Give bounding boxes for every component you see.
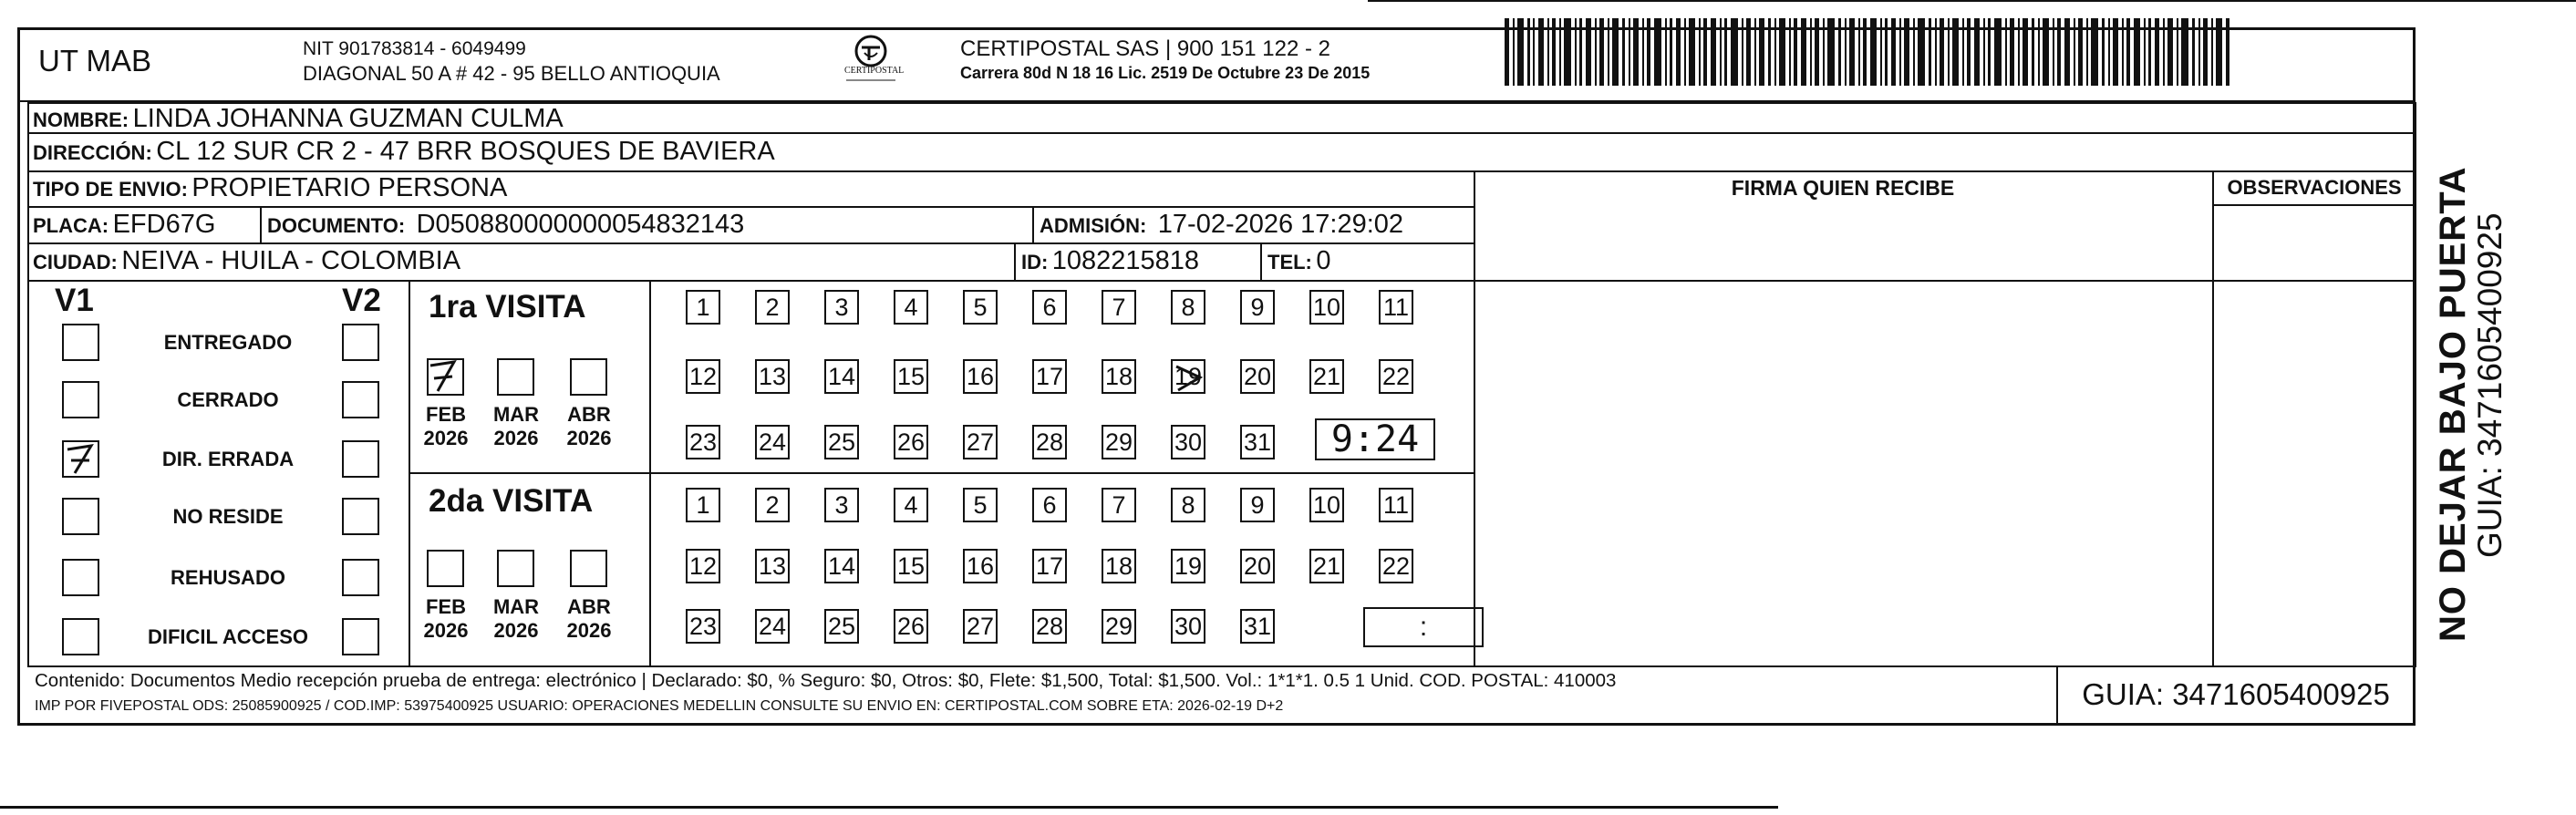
day-cell[interactable]: 11 [1379,290,1413,325]
v2-entregado-checkbox[interactable] [342,324,379,361]
v2-dir-errada-checkbox[interactable] [342,440,379,478]
visit-1-month-abr [561,403,617,450]
day-cell[interactable]: 26 [894,425,928,459]
day-cell[interactable]: 29 [1102,425,1136,459]
day-cell[interactable]: 7 [1102,290,1136,325]
day-cell[interactable]: 15 [894,359,928,394]
tel-field [1267,246,1330,276]
day-cell[interactable]: 25 [824,609,859,644]
top-cut-line [1368,0,2576,2]
day-cell[interactable]: 7 [1102,488,1136,522]
document-value: D050880000000054832143 [416,210,745,239]
city-value: NEIVA - HUILA - COLOMBIA [121,246,461,275]
month-year: 2026 [493,427,539,449]
day-cell[interactable]: 10 [1309,488,1344,522]
day-cell[interactable]: 23 [686,609,720,644]
col-line [260,206,262,243]
plate-value: EFD67G [112,210,216,239]
day-cell[interactable]: 6 [1032,488,1067,522]
v1-entregado-checkbox[interactable] [62,324,99,361]
day-cell[interactable]: 28 [1032,609,1067,644]
day-cell[interactable]: 9 [1240,488,1275,522]
month-name: ABR [567,595,611,618]
handwritten-mark-icon [427,358,463,395]
city-field [33,246,460,276]
day-cell[interactable]: 5 [963,290,998,325]
v1-label: V1 [55,283,94,318]
month-name: ABR [567,403,611,426]
name-row [33,104,564,134]
footer-guide-number: GUIA: 3471605400925 [2082,677,2390,711]
option-rehusado: REHUSADO [171,566,285,589]
visit-2-month-mar [488,595,544,643]
option-entregado: ENTREGADO [163,331,293,354]
admission-value: 17-02-2026 17:29:02 [1157,210,1404,239]
v2-no-reside-checkbox[interactable] [342,498,379,535]
visit-1-month-mar [488,403,544,450]
day-cell[interactable]: 14 [824,359,859,394]
day-cell[interactable]: 16 [963,549,998,583]
day-cell[interactable]: 13 [755,549,790,583]
type-value: PROPIETARIO PERSONA [191,173,508,202]
name-label: NOMBRE: [33,108,129,131]
id-label: ID: [1021,251,1049,273]
observations-area[interactable] [2216,206,2413,664]
company-name: CERTIPOSTAL SAS | 900 151 122 - 2 [960,36,1330,61]
v2-dificil-acceso-checkbox[interactable] [342,618,379,655]
day-cell[interactable]: 31 [1240,609,1275,644]
col-line [1032,206,1034,243]
visit-2-month-mar-checkbox[interactable] [497,550,534,587]
address-label: DIRECCIÓN: [33,141,152,164]
visit-1-month-feb [418,403,474,450]
day-cell[interactable]: 24 [755,609,790,644]
option-no-reside: NO RESIDE [172,505,284,528]
handwritten-check-icon [62,440,98,477]
city-label: CIUDAD: [33,251,118,273]
handwritten-mark-icon [1173,361,1205,394]
day-cell[interactable]: 12 [686,549,720,583]
id-value: 1082215818 [1051,246,1200,275]
v2-label: V2 [342,283,381,318]
type-row [33,173,507,203]
visit-1-time[interactable]: 9:24 [1315,418,1435,460]
v1-no-reside-checkbox[interactable] [62,498,99,535]
day-cell-marked[interactable] [1171,359,1205,394]
visit-2-title: 2da VISITA [429,483,594,519]
day-cell[interactable]: 8 [1171,290,1205,325]
row-line [27,170,2416,172]
v1-dificil-acceso-checkbox[interactable] [62,618,99,655]
certipostal-logo-icon [839,33,903,88]
day-cell[interactable]: 21 [1309,359,1344,394]
day-cell[interactable]: 30 [1171,425,1205,459]
day-cell[interactable]: 4 [894,290,928,325]
month-year: 2026 [566,427,612,449]
visit-2-time[interactable]: : [1363,607,1484,647]
day-cell[interactable]: 28 [1032,425,1067,459]
day-cell[interactable]: 11 [1379,488,1413,522]
month-year: 2026 [423,427,469,449]
type-label: TIPO DE ENVIO: [33,178,188,201]
sender-address: DIAGONAL 50 A # 42 - 95 BELLO ANTIOQUIA [303,62,720,85]
day-cell[interactable]: 31 [1240,425,1275,459]
visit-1-month-abr-checkbox[interactable] [570,358,607,396]
side-guide-text: GUIA: 3471605400925 [2471,212,2509,558]
document-label: DOCUMENTO: [267,214,406,237]
side-warning-text: NO DEJAR BAJO PUERTA [2433,166,2473,642]
day-cell[interactable]: 1 [686,488,720,522]
day-cell[interactable]: 9 [1240,290,1275,325]
visit-2-month-feb-checkbox[interactable] [427,550,464,587]
row-line [27,206,1474,208]
admission-label: ADMISIÓN: [1040,214,1147,237]
name-value: LINDA JOHANNA GUZMAN CULMA [132,104,564,133]
v1-cerrado-checkbox[interactable] [62,381,99,418]
sender-name: UT MAB [38,44,152,77]
month-year: 2026 [493,619,539,642]
signature-header: FIRMA QUIEN RECIBE [1731,176,1955,200]
barcode-image [1505,18,2234,86]
day-number: 19 [1174,363,1203,390]
company-address: Carrera 80d N 18 16 Lic. 2519 De Octubre 23 De 2015 [960,64,1371,82]
month-name: FEB [426,595,466,618]
option-dificil-acceso: DIFICIL ACCESO [147,625,308,648]
month-name: FEB [426,403,466,426]
row-line [27,665,2416,667]
certipostal-logo [839,33,903,88]
plate-field [33,210,215,240]
day-cell[interactable]: 6 [1032,290,1067,325]
frame-left-line [27,102,29,667]
visit-1-month-mar-checkbox[interactable] [497,358,534,396]
tel-value: 0 [1316,246,1331,275]
day-cell[interactable]: 21 [1309,549,1344,583]
day-cell[interactable]: 18 [1102,359,1136,394]
day-cell[interactable]: 22 [1379,359,1413,394]
visit-2-month-feb [418,595,474,643]
day-cell[interactable]: 4 [894,488,928,522]
day-cell[interactable]: 25 [824,425,859,459]
v1-dir-errada-checkbox[interactable] [62,440,99,478]
col-line [1260,242,1262,280]
day-cell[interactable]: 17 [1032,549,1067,583]
day-cell[interactable]: 29 [1102,609,1136,644]
sender-nit: NIT 901783814 - 6049499 [303,38,526,59]
day-cell[interactable]: 19 [1171,549,1205,583]
day-cell[interactable]: 3 [824,290,859,325]
day-cell[interactable]: 20 [1240,359,1275,394]
day-cell[interactable]: 14 [824,549,859,583]
v1-rehusado-checkbox[interactable] [62,559,99,596]
day-cell[interactable]: 16 [963,359,998,394]
row-line [409,472,1474,474]
v2-cerrado-checkbox[interactable] [342,381,379,418]
day-cell[interactable]: 18 [1102,549,1136,583]
month-year: 2026 [566,619,612,642]
month-name: MAR [492,403,540,426]
visit-2-month-abr [561,595,617,643]
option-cerrado: CERRADO [177,388,279,411]
address-row [33,137,775,167]
day-cell[interactable]: 17 [1032,359,1067,394]
day-cell[interactable]: 8 [1171,488,1205,522]
day-cell[interactable]: 27 [963,609,998,644]
logo-text: CERTIPOSTAL [844,66,905,76]
id-field [1021,246,1199,276]
bottom-cut-line [0,806,1778,809]
row-line [27,242,1474,244]
footer-print-line: IMP POR FIVEPOSTAL ODS: 25085900925 / COD.IMP: 53975400925 USUARIO: OPERACIONES MEDELLIN CONSULTE SU ENVIO EN: CERTIPOSTAL.COM SOBRE ETA: 2026-02-19 D+2 [35,698,1284,714]
month-year: 2026 [423,619,469,642]
day-cell[interactable]: 1 [686,290,720,325]
document-field [267,210,744,240]
day-cell[interactable]: 23 [686,425,720,459]
day-cell[interactable]: 10 [1309,290,1344,325]
day-cell[interactable]: 15 [894,549,928,583]
day-cell[interactable]: 20 [1240,549,1275,583]
footer-content-line: Contenido: Documentos Medio recepción prueba de entrega: electrónico | Declarado: $0, % Seguro: $0, Otros: $0, Flete: $1,500, Total: $1,500. Vol.: 1*1*1. 0.5 1 Unid. COD. POSTAL: 410003 [35,670,1617,691]
observations-header: OBSERVACIONES [2227,176,2402,199]
day-cell[interactable]: 2 [755,488,790,522]
option-dir-errada: DIR. ERRADA [161,448,295,470]
frame-right-line [2415,102,2416,667]
day-cell[interactable]: 27 [963,425,998,459]
visit-1-month-feb-checkbox[interactable] [427,358,464,396]
day-cell[interactable]: 22 [1379,549,1413,583]
month-name: MAR [492,595,540,618]
day-cell[interactable]: 26 [894,609,928,644]
day-cell[interactable]: 24 [755,425,790,459]
col-line [1474,170,1475,667]
day-cell[interactable]: 30 [1171,609,1205,644]
plate-label: PLACA: [33,214,109,237]
admission-field [1040,210,1403,240]
tel-label: TEL: [1267,251,1312,273]
day-cell[interactable]: 2 [755,290,790,325]
v2-rehusado-checkbox[interactable] [342,559,379,596]
signature-area[interactable] [1477,206,2210,664]
col-line [2212,170,2214,667]
col-line [1014,242,1016,280]
address-value: CL 12 SUR CR 2 - 47 BRR BOSQUES DE BAVIERA [156,137,775,166]
day-cell[interactable]: 5 [963,488,998,522]
visit-2-month-abr-checkbox[interactable] [570,550,607,587]
day-cell[interactable]: 13 [755,359,790,394]
visit-1-title: 1ra VISITA [429,289,586,325]
day-cell[interactable]: 3 [824,488,859,522]
day-cell[interactable]: 12 [686,359,720,394]
